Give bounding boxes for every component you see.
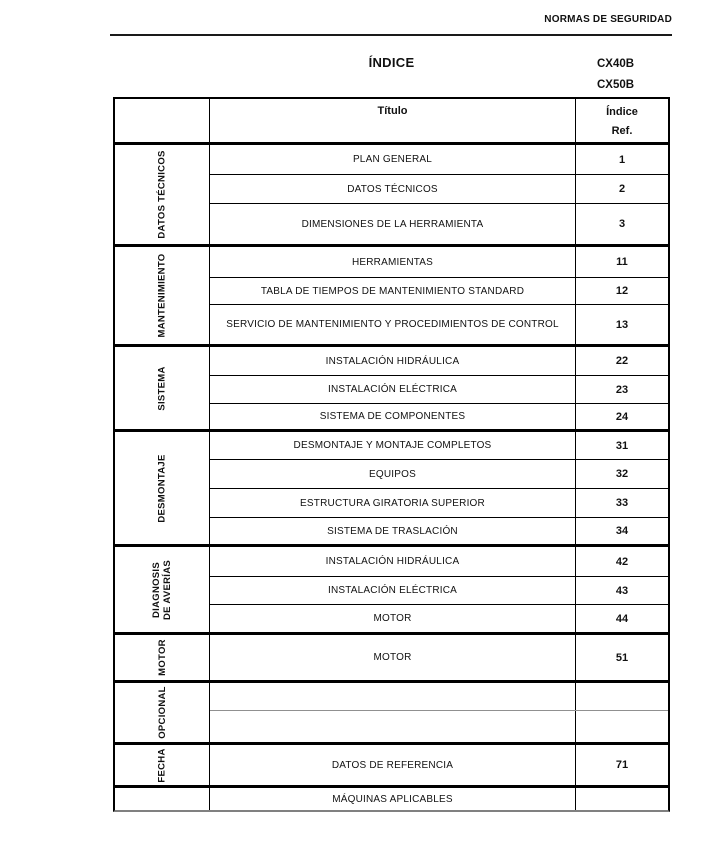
- title-cell: EQUIPOS: [210, 460, 576, 488]
- table-row: [210, 635, 668, 680]
- index-table: [113, 97, 670, 812]
- section-label-cell: [115, 247, 210, 344]
- section-label: OPCIONAL: [156, 686, 168, 739]
- header-rule: [110, 34, 672, 36]
- table-row: [210, 683, 668, 710]
- section-label: DATOS TÉCNICOS: [156, 150, 168, 239]
- ref-cell: 12: [615, 285, 629, 297]
- section-mantenimiento: [115, 244, 668, 344]
- title-cell: [210, 683, 576, 710]
- ref-cell: 22: [615, 355, 629, 367]
- section-diagnosis-de-averias: [115, 544, 668, 632]
- section-label-cell: [115, 788, 210, 810]
- table-row: [210, 277, 668, 304]
- title-cell: MÁQUINAS APLICABLES: [210, 788, 576, 810]
- ref-cell: 3: [618, 218, 626, 230]
- table-row: [210, 174, 668, 203]
- table-row: [210, 375, 668, 403]
- section-label-cell: [115, 432, 210, 544]
- title-cell: MOTOR: [210, 635, 576, 680]
- title-cell: TABLA DE TIEMPOS DE MANTENIMIENTO STANDARD: [210, 278, 576, 304]
- table-row: [210, 203, 668, 244]
- section-label: FECHA: [156, 747, 168, 783]
- title-cell: SISTEMA DE COMPONENTES: [210, 404, 576, 429]
- title-cell: DATOS TÉCNICOS: [210, 175, 576, 203]
- top-right-heading: NORMAS DE SEGURIDAD: [544, 14, 672, 25]
- table-row: [210, 517, 668, 544]
- title-cell: DIMENSIONES DE LA HERRAMIENTA: [210, 204, 576, 244]
- section-label: MOTOR: [156, 639, 168, 676]
- section-label-cell: [115, 745, 210, 785]
- ref-cell: 1: [618, 153, 626, 166]
- title-cell: PLAN GENERAL: [210, 145, 576, 174]
- section-label: SISTEMA: [156, 365, 168, 411]
- section-label: MANTENIMIENTO: [156, 253, 168, 338]
- section-datos-tecnicos: [115, 142, 668, 244]
- header-title-cell: Título: [210, 99, 576, 142]
- ref-cell: 32: [615, 468, 629, 480]
- title-cell: SISTEMA DE TRASLACIÓN: [210, 518, 576, 544]
- ref-cell: [576, 788, 668, 810]
- header-ref-line2: Ref.: [611, 125, 633, 137]
- title-cell: INSTALACIÓN HIDRÁULICA: [210, 547, 576, 576]
- title-cell: INSTALACIÓN HIDRÁULICA: [210, 347, 576, 375]
- title-cell: INSTALACIÓN ELÉCTRICA: [210, 376, 576, 403]
- ref-cell: 33: [615, 497, 629, 509]
- title-cell: MOTOR: [210, 605, 576, 632]
- section-maquinas-aplicables: [115, 785, 668, 810]
- ref-cell: [576, 683, 668, 710]
- ref-cell: 13: [615, 318, 629, 331]
- header-label-cell: [115, 99, 210, 142]
- title-cell: SERVICIO DE MANTENIMIENTO Y PROCEDIMIENTOS DE CONTROL: [210, 305, 576, 344]
- ref-cell: 24: [615, 410, 629, 423]
- table-row: [210, 145, 668, 174]
- title-cell: [210, 711, 576, 742]
- ref-cell: 43: [615, 584, 629, 597]
- ref-cell: 11: [616, 256, 628, 268]
- ref-cell: 2: [618, 183, 626, 195]
- section-label-cell: [115, 347, 210, 429]
- table-header-row: [115, 99, 668, 142]
- ref-cell: 42: [615, 555, 629, 568]
- table-row: [210, 304, 668, 344]
- table-row: [210, 459, 668, 488]
- ref-cell: 44: [615, 612, 629, 625]
- title-cell: HERRAMIENTAS: [210, 247, 576, 277]
- ref-cell: 23: [615, 383, 629, 396]
- table-row: [210, 745, 668, 785]
- table-row: [210, 403, 668, 429]
- table-row: [210, 576, 668, 604]
- section-desmontaje: [115, 429, 668, 544]
- ref-cell: 51: [615, 651, 629, 664]
- title-cell: INSTALACIÓN ELÉCTRICA: [210, 577, 576, 604]
- title-cell: DATOS DE REFERENCIA: [210, 745, 576, 785]
- ref-cell: 71: [615, 759, 629, 771]
- ref-cell: [576, 711, 668, 742]
- model-code-2: CX50B: [597, 79, 635, 91]
- header-ref-line1: Índice: [606, 106, 638, 118]
- section-opcional: [115, 680, 668, 742]
- section-motor: [115, 632, 668, 680]
- section-sistema: [115, 344, 668, 429]
- section-label: DESMONTAJE: [156, 453, 168, 523]
- section-label: DIAGNOSIS DE AVERÍAS: [150, 559, 173, 620]
- title-cell: DESMONTAJE Y MONTAJE COMPLETOS: [210, 432, 576, 459]
- section-label-cell: [115, 635, 210, 680]
- table-row: [210, 710, 668, 742]
- title-cell: ESTRUCTURA GIRATORIA SUPERIOR: [210, 489, 576, 517]
- table-row: [210, 488, 668, 517]
- section-label-cell: [115, 547, 210, 632]
- table-row: [210, 347, 668, 375]
- model-code-1: CX40B: [597, 58, 635, 70]
- ref-cell: 31: [615, 439, 629, 452]
- page-title: ÍNDICE: [368, 55, 415, 70]
- table-row: [210, 604, 668, 632]
- table-row: [210, 432, 668, 459]
- ref-cell: 34: [615, 525, 629, 537]
- header-ref-cell: [576, 99, 668, 142]
- model-codes: [597, 54, 634, 96]
- section-label-cell: [115, 683, 210, 742]
- table-row: [210, 547, 668, 576]
- table-row: [210, 788, 668, 810]
- table-row: [210, 247, 668, 277]
- section-label-cell: [115, 145, 210, 244]
- section-fecha: [115, 742, 668, 785]
